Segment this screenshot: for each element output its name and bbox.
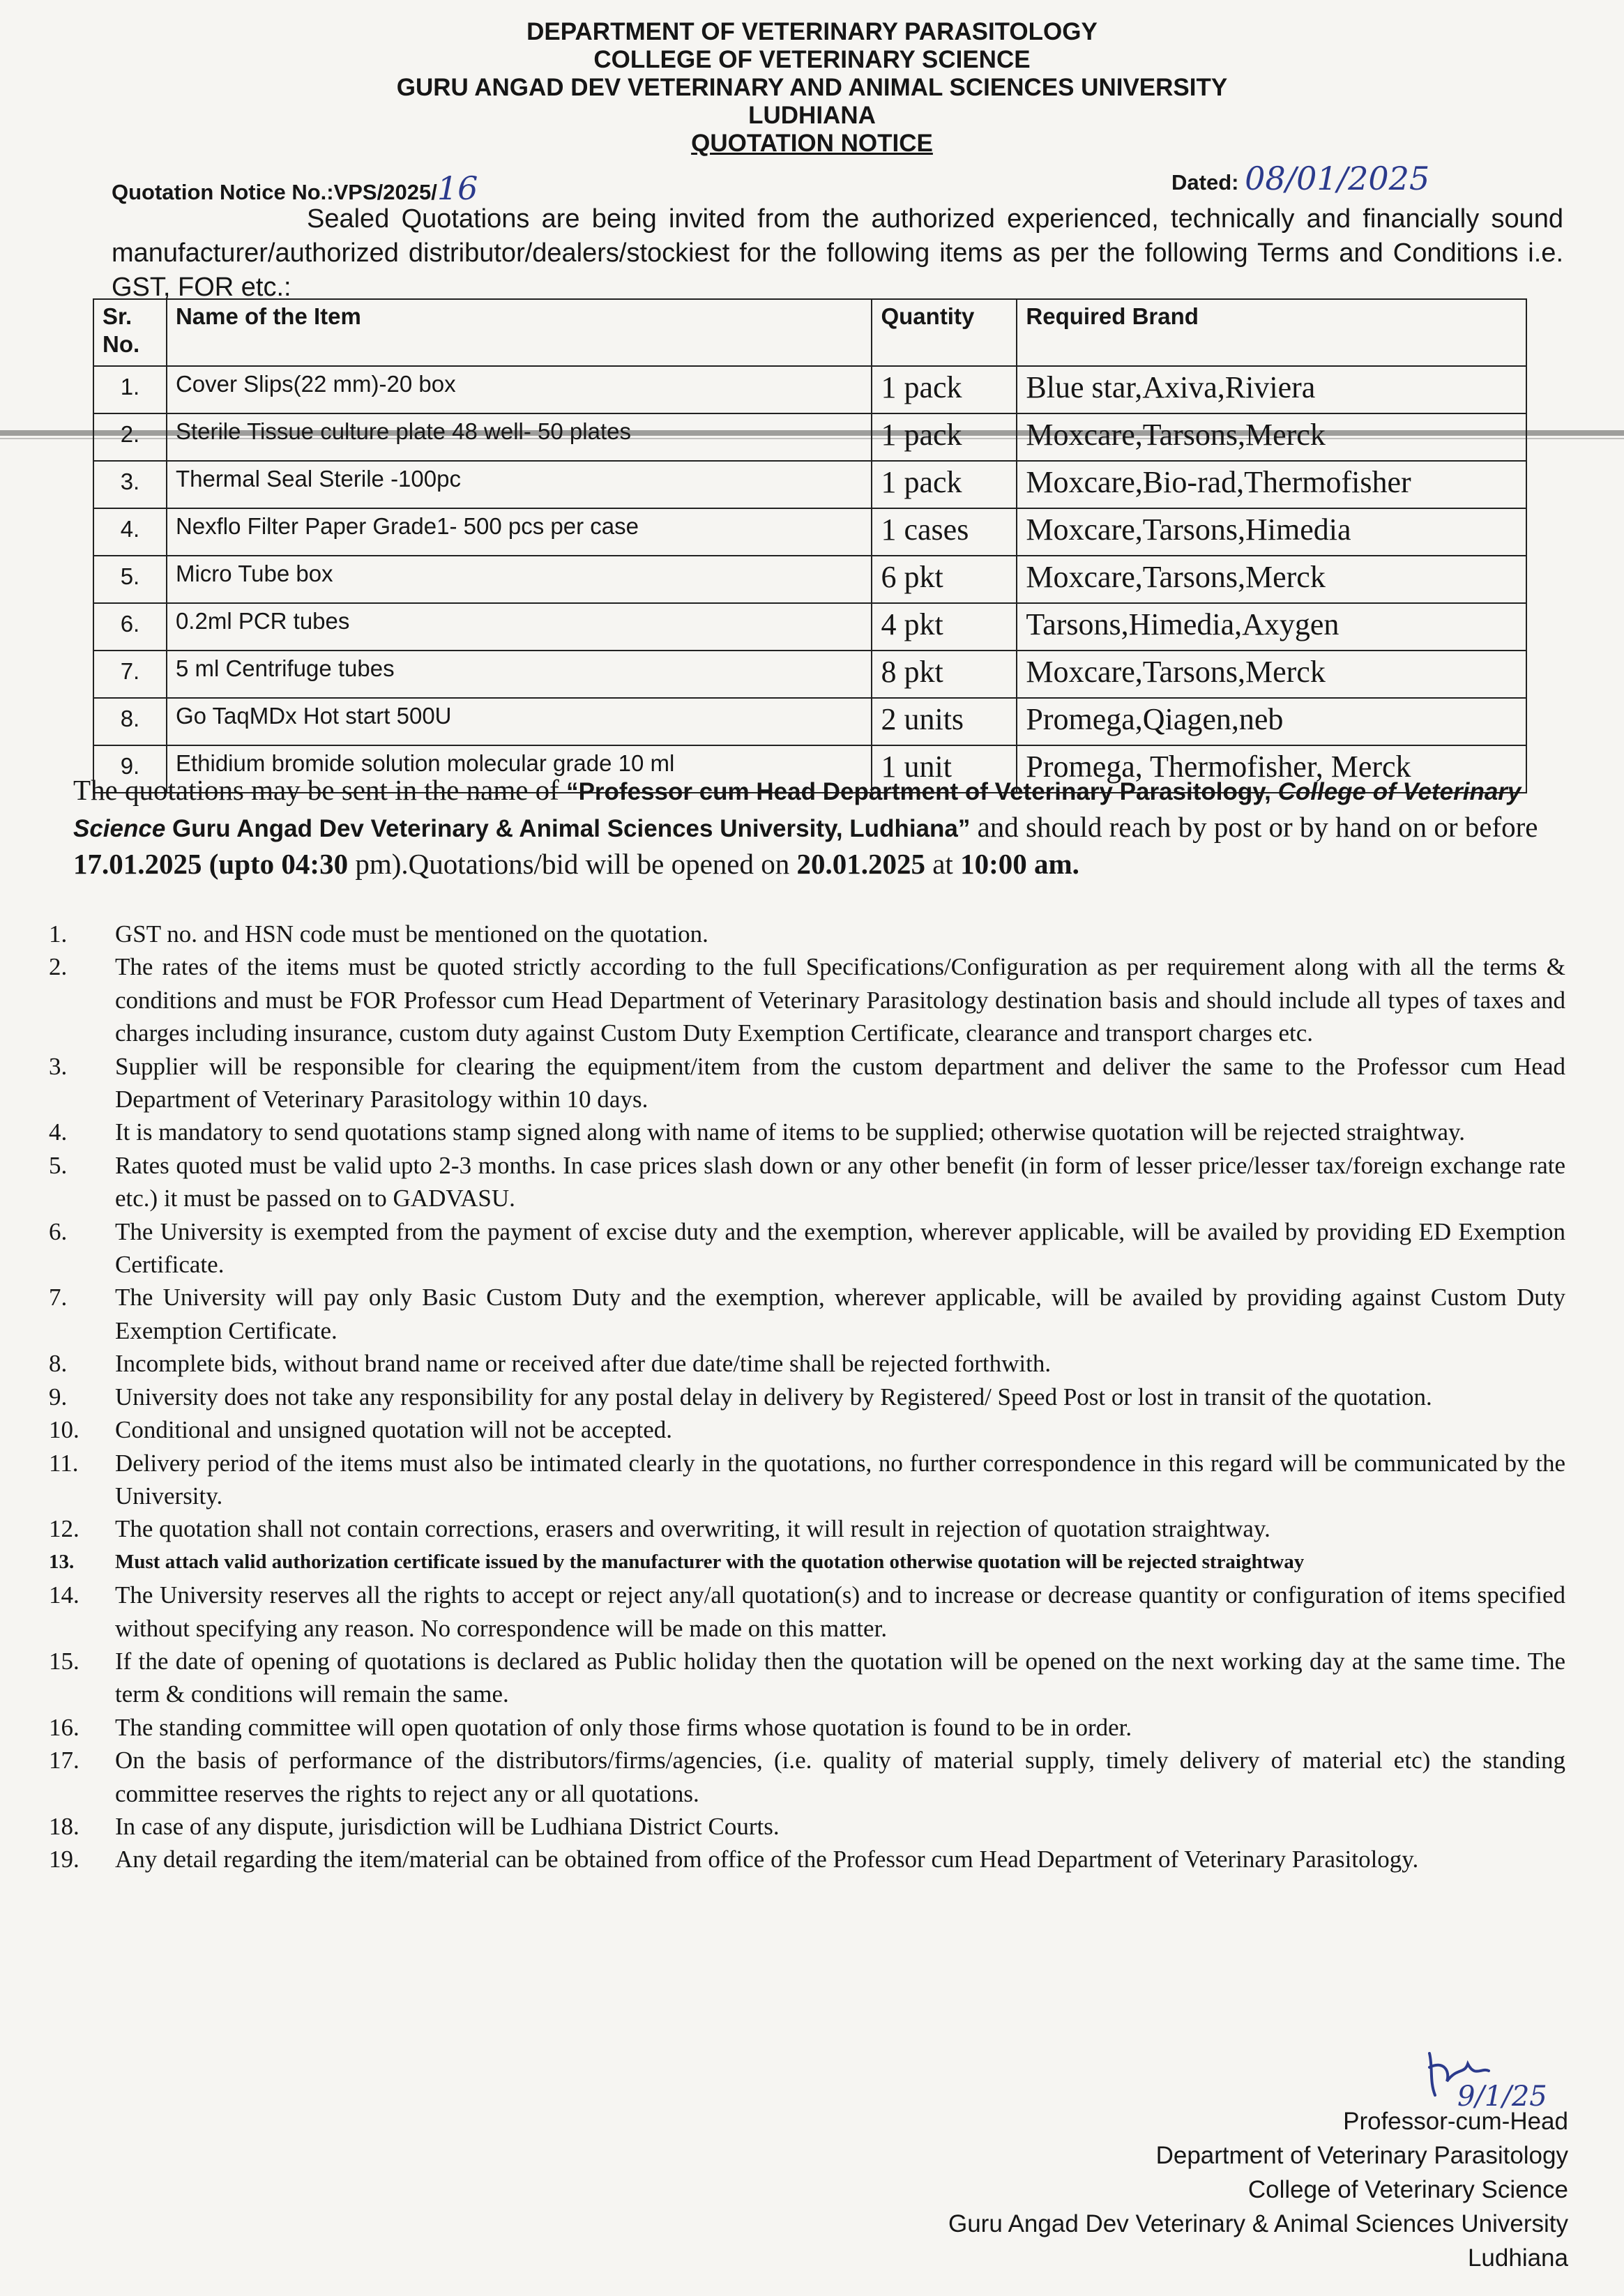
opening-date: 20.01.2025: [796, 848, 925, 880]
table-row: [93, 651, 1526, 698]
term-item: [49, 1215, 1565, 1282]
items-table-body: [93, 366, 1526, 793]
column-header-quantity: Quantity: [872, 299, 1017, 366]
document-title: QUOTATION NOTICE: [691, 130, 933, 157]
table-header-row: [93, 299, 1526, 366]
term-item: [49, 1281, 1565, 1347]
term-item: [49, 1116, 1565, 1148]
cell-brand: Tarsons,Himedia,Axygen: [1017, 603, 1526, 651]
term-item: [49, 1347, 1565, 1380]
cell-item-name: Nexflo Filter Paper Grade1- 500 pcs per case: [167, 508, 872, 556]
table-row: [93, 461, 1526, 508]
cell-brand: Promega,Qiagen,neb: [1017, 698, 1526, 745]
addressee-college: College of Veterinary Science: [73, 778, 1521, 842]
cell-quantity: 4 pkt: [872, 603, 1017, 651]
term-item: [49, 1381, 1565, 1413]
term-number: 1.: [49, 920, 68, 948]
table-row: [93, 508, 1526, 556]
handwritten-signature: [1409, 2039, 1562, 2109]
cell-quantity: 8 pkt: [872, 651, 1017, 698]
submission-paragraph: [73, 773, 1565, 881]
term-text: The University will pay only Basic Custom Duty and the exemption, wherever applicable, will be availed by providing against Custom Duty Exemption Certificate.: [115, 1284, 1565, 1344]
university-name: GURU ANGAD DEV VETERINARY AND ANIMAL SCIENCES UNIVERSITY: [396, 74, 1228, 101]
term-item: [49, 1512, 1565, 1545]
term-item: [49, 1579, 1565, 1645]
cell-brand: Moxcare,Tarsons,Merck: [1017, 651, 1526, 698]
term-number: 2.: [49, 953, 68, 981]
term-item: [49, 1050, 1565, 1116]
signatory-department: Department of Veterinary Parasitology: [1155, 2142, 1568, 2169]
term-item: [49, 1843, 1565, 1876]
cell-item-name: Cover Slips(22 mm)-20 box: [167, 366, 872, 413]
column-header-sr: Sr. No.: [93, 299, 167, 366]
cell-brand: Moxcare,Tarsons,Merck: [1017, 556, 1526, 603]
term-number: 6.: [49, 1217, 68, 1245]
term-item: [49, 950, 1565, 1049]
cell-brand: Moxcare,Bio-rad,Thermofisher: [1017, 461, 1526, 508]
cell-sr: 1.: [93, 366, 167, 413]
paragraph-text: and should reach by post or by hand on or before: [970, 811, 1538, 843]
cell-item-name: Go TaqMDx Hot start 500U: [167, 698, 872, 745]
cell-quantity: 6 pkt: [872, 556, 1017, 603]
table-row: [93, 366, 1526, 413]
signature-block: [948, 2104, 1568, 2275]
table-row: [93, 556, 1526, 603]
cell-item-name: Thermal Seal Sterile -100pc: [167, 461, 872, 508]
cell-quantity: 1 pack: [872, 413, 1017, 461]
cell-brand: Promega, Thermofisher, Merck: [1017, 745, 1526, 793]
table-row: [93, 603, 1526, 651]
term-text: Rates quoted must be valid upto 2-3 months. In case prices slash down or any other benefit (in form of lesser price/lesser tax/foreign exchange rate etc.) it must be passed on to GADVASU.: [115, 1151, 1565, 1212]
cell-brand: Moxcare,Tarsons,Himedia: [1017, 508, 1526, 556]
cell-sr: 4.: [93, 508, 167, 556]
term-text: University does not take any responsibility for any postal delay in delivery by Registered/ Speed Post or lost in transit of the quotation.: [115, 1383, 1432, 1411]
term-item: [49, 1810, 1565, 1843]
term-text: Conditional and unsigned quotation will not be accepted.: [115, 1416, 673, 1444]
term-item: [49, 1645, 1565, 1711]
term-text: In case of any dispute, jurisdiction will be Ludhiana District Courts.: [115, 1812, 780, 1840]
table-row: [93, 413, 1526, 461]
term-item: [49, 1413, 1565, 1446]
cell-item-name: 0.2ml PCR tubes: [167, 603, 872, 651]
term-number: 17.: [49, 1747, 79, 1774]
due-date: 17.01.2025 (upto 04:30: [73, 848, 349, 880]
items-table: [93, 298, 1527, 793]
term-text: Supplier will be responsible for clearing the equipment/item from the custom department and deliver the same to the Professor cum Head Department of Veterinary Parasitology within 10 days.: [115, 1052, 1565, 1113]
term-text: On the basis of performance of the distributors/firms/agencies, (i.e. quality of material supply, timely delivery of material etc) the standing committee reserves the rights to reject any or all quotations.: [115, 1747, 1565, 1807]
terms-list: [49, 918, 1565, 1876]
term-number: 15.: [49, 1647, 79, 1675]
cell-brand: Blue star,Axiva,Riviera: [1017, 366, 1526, 413]
cell-sr: 9.: [93, 745, 167, 793]
cell-sr: 3.: [93, 461, 167, 508]
term-number: 16.: [49, 1713, 79, 1741]
opening-time: 10:00 am.: [960, 848, 1079, 880]
notice-number-label: Quotation Notice No.:VPS/2025/: [112, 180, 437, 204]
cell-brand: Moxcare,Tarsons,Merck: [1017, 413, 1526, 461]
term-number: 13.: [49, 1550, 75, 1573]
term-text: The standing committee will open quotation of only those firms whose quotation is found to be in order.: [115, 1713, 1132, 1741]
department-name: DEPARTMENT OF VETERINARY PARASITOLOGY: [526, 18, 1098, 45]
term-number: 19.: [49, 1846, 79, 1873]
signatory-title: Professor-cum-Head: [1343, 2108, 1568, 2135]
term-number: 7.: [49, 1284, 68, 1312]
signatory-university: Guru Angad Dev Veterinary & Animal Sciences University: [948, 2210, 1568, 2237]
city-name: LUDHIANA: [748, 102, 876, 129]
term-text: It is mandatory to send quotations stamp signed along with name of items to be supplied; otherwise quotation will be rejected straightway.: [115, 1118, 1465, 1146]
cell-item-name: Micro Tube box: [167, 556, 872, 603]
cell-item-name: 5 ml Centrifuge tubes: [167, 651, 872, 698]
cell-sr: 8.: [93, 698, 167, 745]
cell-item-name: Sterile Tissue culture plate 48 well- 50 plates: [167, 413, 872, 461]
term-item: [49, 1546, 1565, 1579]
term-text: The University is exempted from the payment of excise duty and the exemption, wherever applicable, will be availed by providing ED Exemption Certificate.: [115, 1217, 1565, 1279]
cell-quantity: 2 units: [872, 698, 1017, 745]
paragraph-text: at: [925, 848, 961, 880]
term-number: 11.: [49, 1449, 79, 1477]
cell-quantity: 1 cases: [872, 508, 1017, 556]
term-number: 3.: [49, 1052, 68, 1080]
term-number: 12.: [49, 1515, 79, 1543]
term-number: 14.: [49, 1581, 79, 1609]
addressee-university: Guru Angad Dev Veterinary & Animal Sciences University, Ludhiana”: [165, 815, 971, 842]
column-header-item: Name of the Item: [167, 299, 872, 366]
term-number: 5.: [49, 1151, 68, 1179]
column-header-brand: Required Brand: [1017, 299, 1526, 366]
notice-number: [112, 169, 478, 207]
paragraph-text: pm).Quotations/bid will be opened on: [348, 848, 797, 880]
table-row: [93, 698, 1526, 745]
addressee-text: “Professor cum Head Department of Veterinary Parasitology,: [566, 778, 1278, 805]
term-text: The quotation shall not contain corrections, erasers and overwriting, it will result in rejection of quotation straightway.: [115, 1515, 1270, 1543]
term-item: [49, 1149, 1565, 1215]
dated-handwritten: 08/01/2025: [1245, 160, 1430, 197]
cell-quantity: 1 pack: [872, 461, 1017, 508]
term-text: Any detail regarding the item/material can be obtained from office of the Professor cum Head Department of Veterinary Parasitology.: [115, 1846, 1419, 1873]
cell-quantity: 1 unit: [872, 745, 1017, 793]
term-item: [49, 1711, 1565, 1744]
term-text: Delivery period of the items must also be intimated clearly in the quotations, no further correspondence in this regard will be communicated by the University.: [115, 1449, 1565, 1510]
term-text: The University reserves all the rights to accept or reject any/all quotation(s) and to increase or decrease quantity or configuration of items specified without specifying any reason. No correspondence will be made on this matter.: [115, 1581, 1565, 1642]
cell-sr: 2.: [93, 413, 167, 461]
cell-sr: 7.: [93, 651, 167, 698]
cell-quantity: 1 pack: [872, 366, 1017, 413]
cell-sr: 5.: [93, 556, 167, 603]
notice-number-handwritten: 16: [437, 169, 478, 207]
term-text: Must attach valid authorization certificate issued by the manufacturer with the quotation otherwise quotation will be rejected straightway: [115, 1550, 1305, 1573]
term-text: If the date of opening of quotations is declared as Public holiday then the quotation will be opened on the next working day at the same time. The term & conditions will remain the same.: [115, 1647, 1565, 1708]
term-item: [49, 1447, 1565, 1513]
dated-label: Dated:: [1171, 170, 1239, 195]
notice-date: [1171, 160, 1429, 197]
signatory-college: College of Veterinary Science: [1247, 2176, 1568, 2203]
college-name: COLLEGE OF VETERINARY SCIENCE: [593, 46, 1031, 73]
letterhead: [0, 18, 1624, 158]
signature-date: 9/1/25: [1457, 2081, 1547, 2109]
cell-sr: 6.: [93, 603, 167, 651]
term-number: 8.: [49, 1350, 68, 1378]
cell-item-name: Ethidium bromide solution molecular grade 10 ml: [167, 745, 872, 793]
paragraph-text: The quotations may be sent in the name of: [73, 774, 567, 806]
term-number: 4.: [49, 1118, 68, 1146]
term-text: GST no. and HSN code must be mentioned on the quotation.: [115, 920, 708, 948]
signatory-city: Ludhiana: [1467, 2244, 1568, 2272]
term-number: 9.: [49, 1383, 68, 1411]
term-item: [49, 1744, 1565, 1810]
term-text: The rates of the items must be quoted strictly according to the full Specifications/Configuration as per requirement along with all the terms & conditions and must be FOR Professor cum Head Department of Veterinary Parasitology destination basis and should include all types of taxes and charges including insurance, custom duty against Custom Duty Exemption Certificate, clearance and transport charges etc.: [115, 953, 1565, 1047]
intro-paragraph: Sealed Quotations are being invited from the authorized experienced, technically and financially sound manufacturer/authorized distributor/dealers/stockiest for the following items as per the following Terms and Conditions i.e. GST, FOR etc.:: [112, 204, 1563, 302]
term-item: [49, 918, 1565, 950]
term-number: 18.: [49, 1812, 79, 1840]
term-text: Incomplete bids, without brand name or received after due date/time shall be rejected forthwith.: [115, 1350, 1052, 1378]
term-number: 10.: [49, 1416, 79, 1444]
